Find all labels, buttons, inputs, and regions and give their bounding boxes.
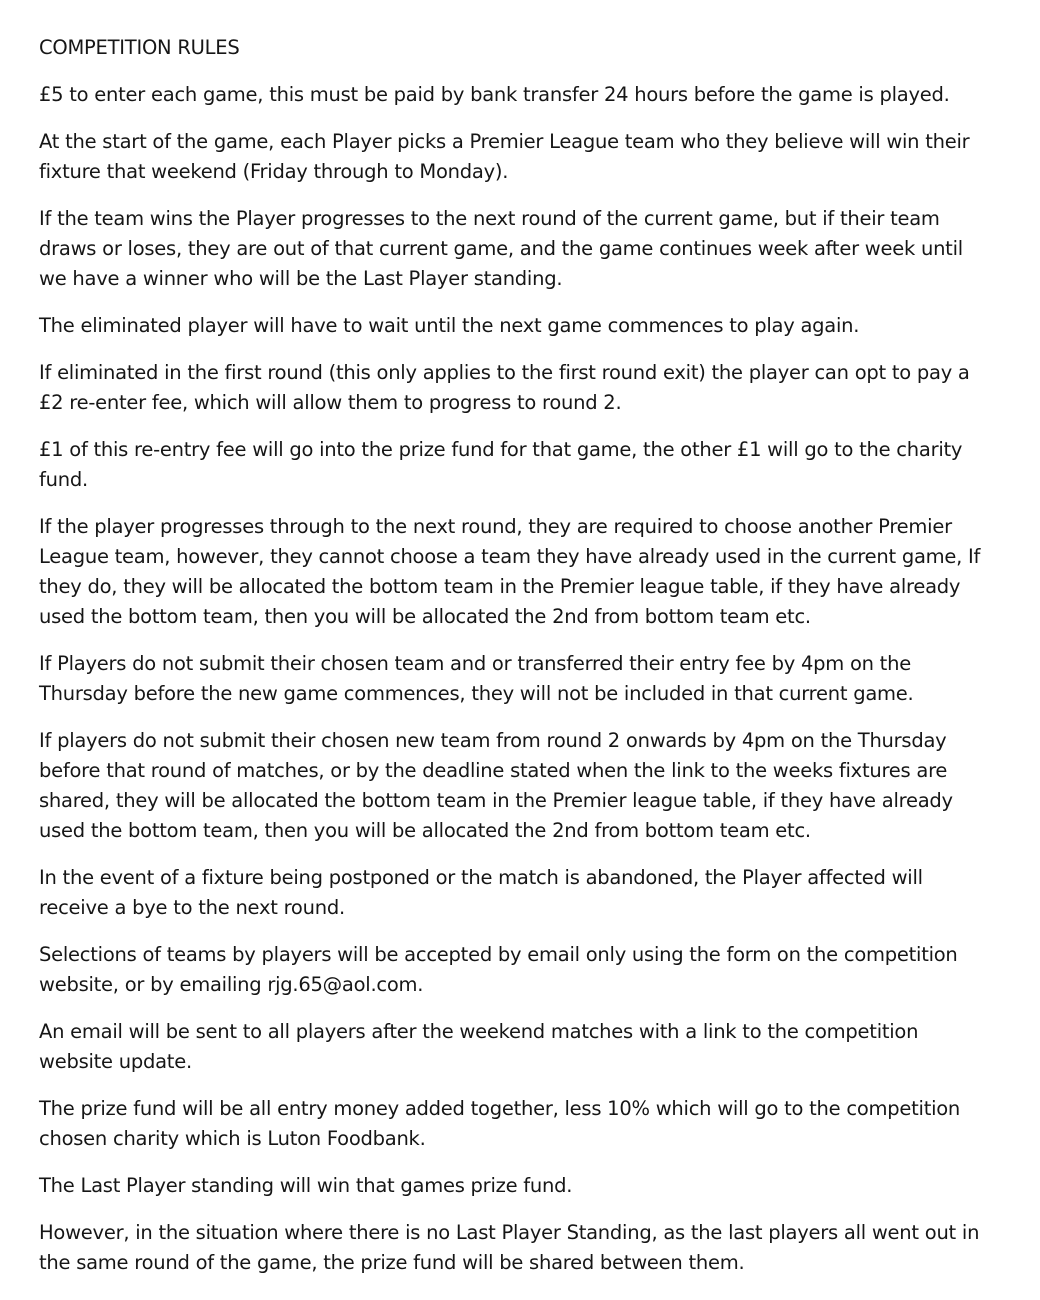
document-title: COMPETITION RULES [39, 36, 240, 59]
rule-paragraph-selection-method: Selections of teams by players will be accepted by email only using the form on the competition website, or by emailing rjg.65@aol.com. [39, 943, 958, 996]
rule-paragraph-entry-fee: £5 to enter each game, this must be paid by bank transfer 24 hours before the game is played. [39, 83, 950, 106]
rule-paragraph-shared-prize: However, in the situation where there is no Last Player Standing, as the last players all went out in the same round of the game, the prize fund will be shared between them. [39, 1221, 980, 1274]
rule-paragraph-team-reuse: If the player progresses through to the next round, they are required to choose another Premier League team, however, they cannot choose a team they have already used in the current game, If they do, they will be allocated the bottom team in the Premier league table, if they have already used the bottom team, then you will be allocated the 2nd from bottom team etc. [39, 515, 981, 628]
rule-paragraph-prize-fund: The prize fund will be all entry money added together, less 10% which will go to the competition chosen charity which is Luton Foodbank. [39, 1097, 961, 1150]
rule-paragraph-late-selection: If players do not submit their chosen new team from round 2 onwards by 4pm on the Thursday before that round of matches, or by the deadline stated when the link to the weeks fixtures are shared, they will be allocated the bottom team in the Premier league table, if they have already used the bottom team, then you will be allocated the 2nd from bottom team etc. [39, 729, 953, 842]
rule-paragraph-update-email: An email will be sent to all players after the weekend matches with a link to the competition website update. [39, 1020, 919, 1073]
rule-paragraph-re-entry: If eliminated in the first round (this only applies to the first round exit) the player can opt to pay a £2 re-enter fee, which will allow them to progress to round 2. [39, 361, 970, 414]
rules-document [39, 33, 994, 1295]
rule-paragraph-team-pick: At the start of the game, each Player picks a Premier League team who they believe will win their fixture that weekend (Friday through to Monday). [39, 130, 970, 183]
rule-paragraph-re-entry-split: £1 of this re-entry fee will go into the prize fund for that game, the other £1 will go to the charity fund. [39, 438, 963, 491]
rule-paragraph-progression: If the team wins the Player progresses to the next round of the current game, but if their team draws or loses, they are out of that current game, and the game continues week after week until we have a winner who will be the Last Player standing. [39, 207, 963, 290]
rule-paragraph-winner: The Last Player standing will win that games prize fund. [39, 1174, 573, 1197]
rule-paragraph-submission-deadline: If Players do not submit their chosen team and or transferred their entry fee by 4pm on the Thursday before the new game commences, they will not be included in that current game. [39, 652, 914, 705]
rule-paragraph-elimination-wait: The eliminated player will have to wait until the next game commences to play again. [39, 314, 860, 337]
rule-paragraph-postponement: In the event of a fixture being postponed or the match is abandoned, the Player affected will receive a bye to the next round. [39, 866, 923, 919]
